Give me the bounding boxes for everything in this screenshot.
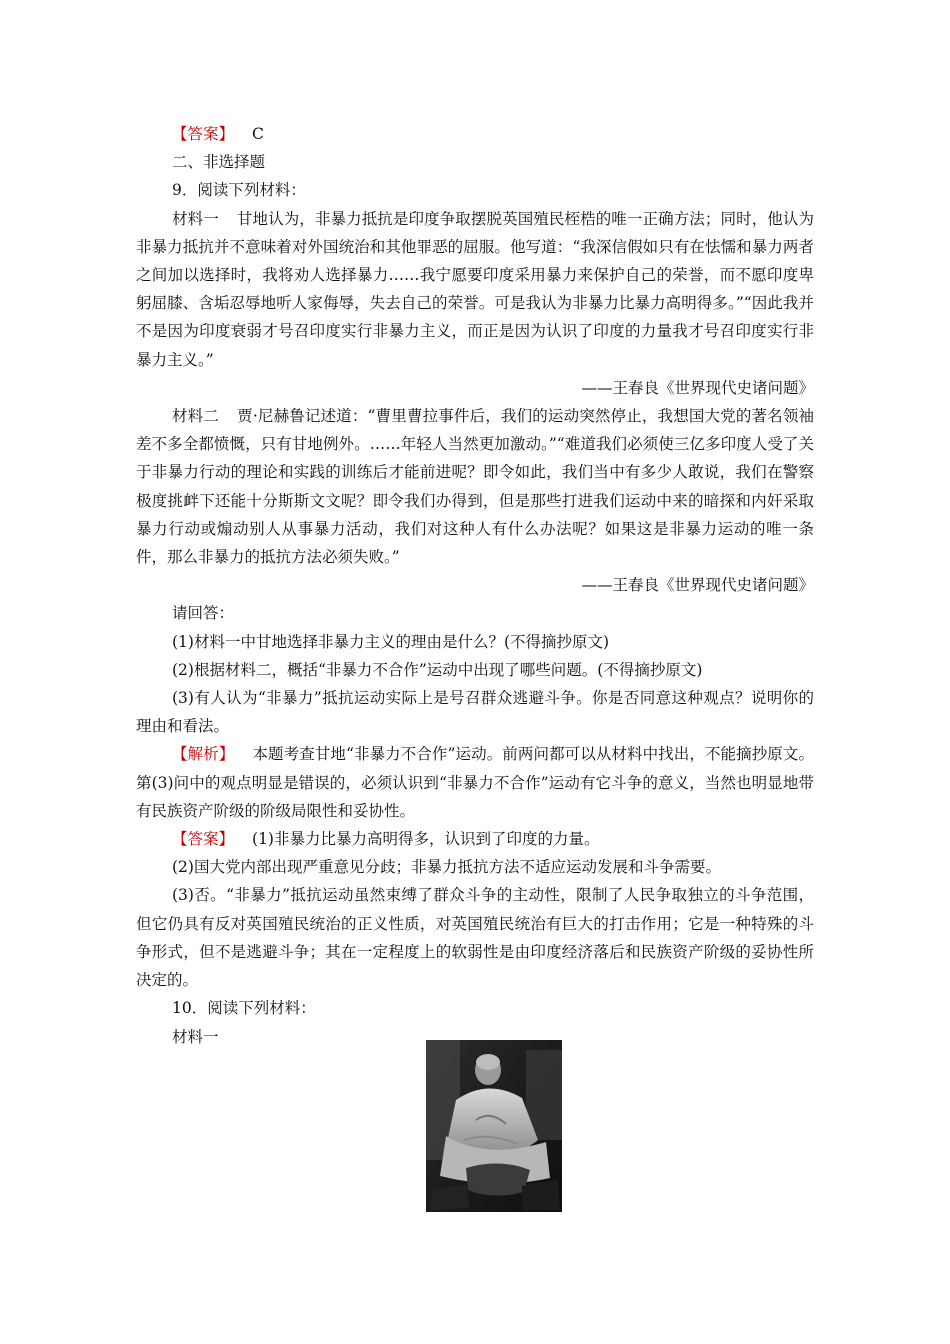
gandhi-photo-image: [426, 1040, 562, 1212]
sub-question-3: (3)有人认为“非暴力”抵抗运动实际上是号召群众逃避斗争。你是否同意这种观点？说明你的理由和看法。: [136, 689, 814, 736]
answer-prompt: 请回答：: [172, 604, 235, 623]
analysis-text: 本题考查甘地“非暴力不合作”运动。前两问都可以从材料中找出，不能摘抄原文。第(3)问中的观点明显是错误的，必须认识到“非暴力不合作”运动有它斗争的意义，当然也明显地带有民族资产阶级的阶级局限性和妥协性。: [136, 745, 814, 820]
question-9-stem: 9．阅读下列材料：: [172, 181, 306, 200]
material-2-label: 材料二: [172, 407, 219, 426]
answer-value: C: [252, 125, 264, 143]
answer-tag: 【答案】: [172, 125, 235, 143]
material-1-paragraph: [136, 205, 814, 374]
material-1-text: 甘地认为，非暴力抵抗是印度争取摆脱英国殖民桎梏的唯一正确方法；同时，他认为非暴力抵抗并不意味着对外国统治和其他罪恶的屈服。他写道：“我深信假如只有在怯懦和暴力两者之间加以选择时，我将劝人选择暴力……我宁愿要印度采用暴力来保护自己的荣誉，而不愿印度卑躬屈膝、含垢忍辱地听人家侮辱，失去自己的荣誉。可是我认为非暴力比暴力高明得多。”“因此我并不是因为印度衰弱才号召印度实行非暴力主义，而正是因为认识了印度的力量我才号召印度实行非暴力主义。”: [136, 209, 814, 369]
answer-item-3: (3)否。“非暴力”抵抗运动虽然束缚了群众斗争的主动性，限制了人民争取独立的斗争范围，但它仍具有反对英国殖民统治的正义性质，对英国殖民统治有巨大的打击作用；它是一种特殊的斗争形式，但不是逃避斗争；其在一定程度上的软弱性是由印度经济落后和民族资产阶级的妥协性所决定的。: [136, 886, 814, 990]
analysis-paragraph: [136, 740, 814, 825]
question-10-material-1-label: 材料一: [172, 1027, 219, 1046]
answer-item-1-text: (1)非暴力比暴力高明得多，认识到了印度的力量。: [252, 830, 600, 849]
material-2-text: 贾·尼赫鲁记述道：“曹里曹拉事件后，我们的运动突然停止，我想国大党的著名领袖差不多全都愤慨，只有甘地例外。……年轻人当然更加激动。”“难道我们必须使三亿多印度人受了关于非暴力行动的理论和实践的训练后才能前进呢？即令如此，我们当中有多少人敢说，我们在警察极度挑衅下还能十分斯斯文文呢？即令我们办得到，但是那些打进我们运动中来的暗探和内奸采取暴力行动或煽动别人从事暴力活动，我们对这种人有什么办法呢？如果这是非暴力运动的唯一条件，那么非暴力的抵抗方法必须失败。”: [136, 407, 814, 567]
material-2-source: ——王春良《世界现代史诸问题》: [581, 576, 814, 595]
question-10-stem: 10．阅读下列材料：: [172, 999, 316, 1018]
answer-tag: 【答案】: [172, 830, 235, 849]
material-1-source: ——王春良《世界现代史诸问题》: [581, 378, 814, 397]
answer-line-q8: [136, 120, 814, 148]
section-title: 二、非选择题: [172, 153, 266, 172]
answer-item-1: [136, 825, 814, 853]
sub-question-1: (1)材料一中甘地选择非暴力主义的理由是什么？(不得摘抄原文): [172, 632, 610, 651]
material-1-label: 材料一: [172, 209, 219, 228]
gandhi-photo: [426, 1040, 562, 1212]
analysis-tag: 【解析】: [172, 745, 235, 764]
sub-question-2: (2)根据材料二，概括“非暴力不合作”运动中出现了哪些问题。(不得摘抄原文): [172, 660, 703, 679]
material-2-paragraph: [136, 402, 814, 571]
document-content: [136, 120, 814, 1051]
answer-item-2: (2)国大党内部出现严重意见分歧；非暴力抵抗方法不适应运动发展和斗争需要。: [172, 858, 721, 877]
